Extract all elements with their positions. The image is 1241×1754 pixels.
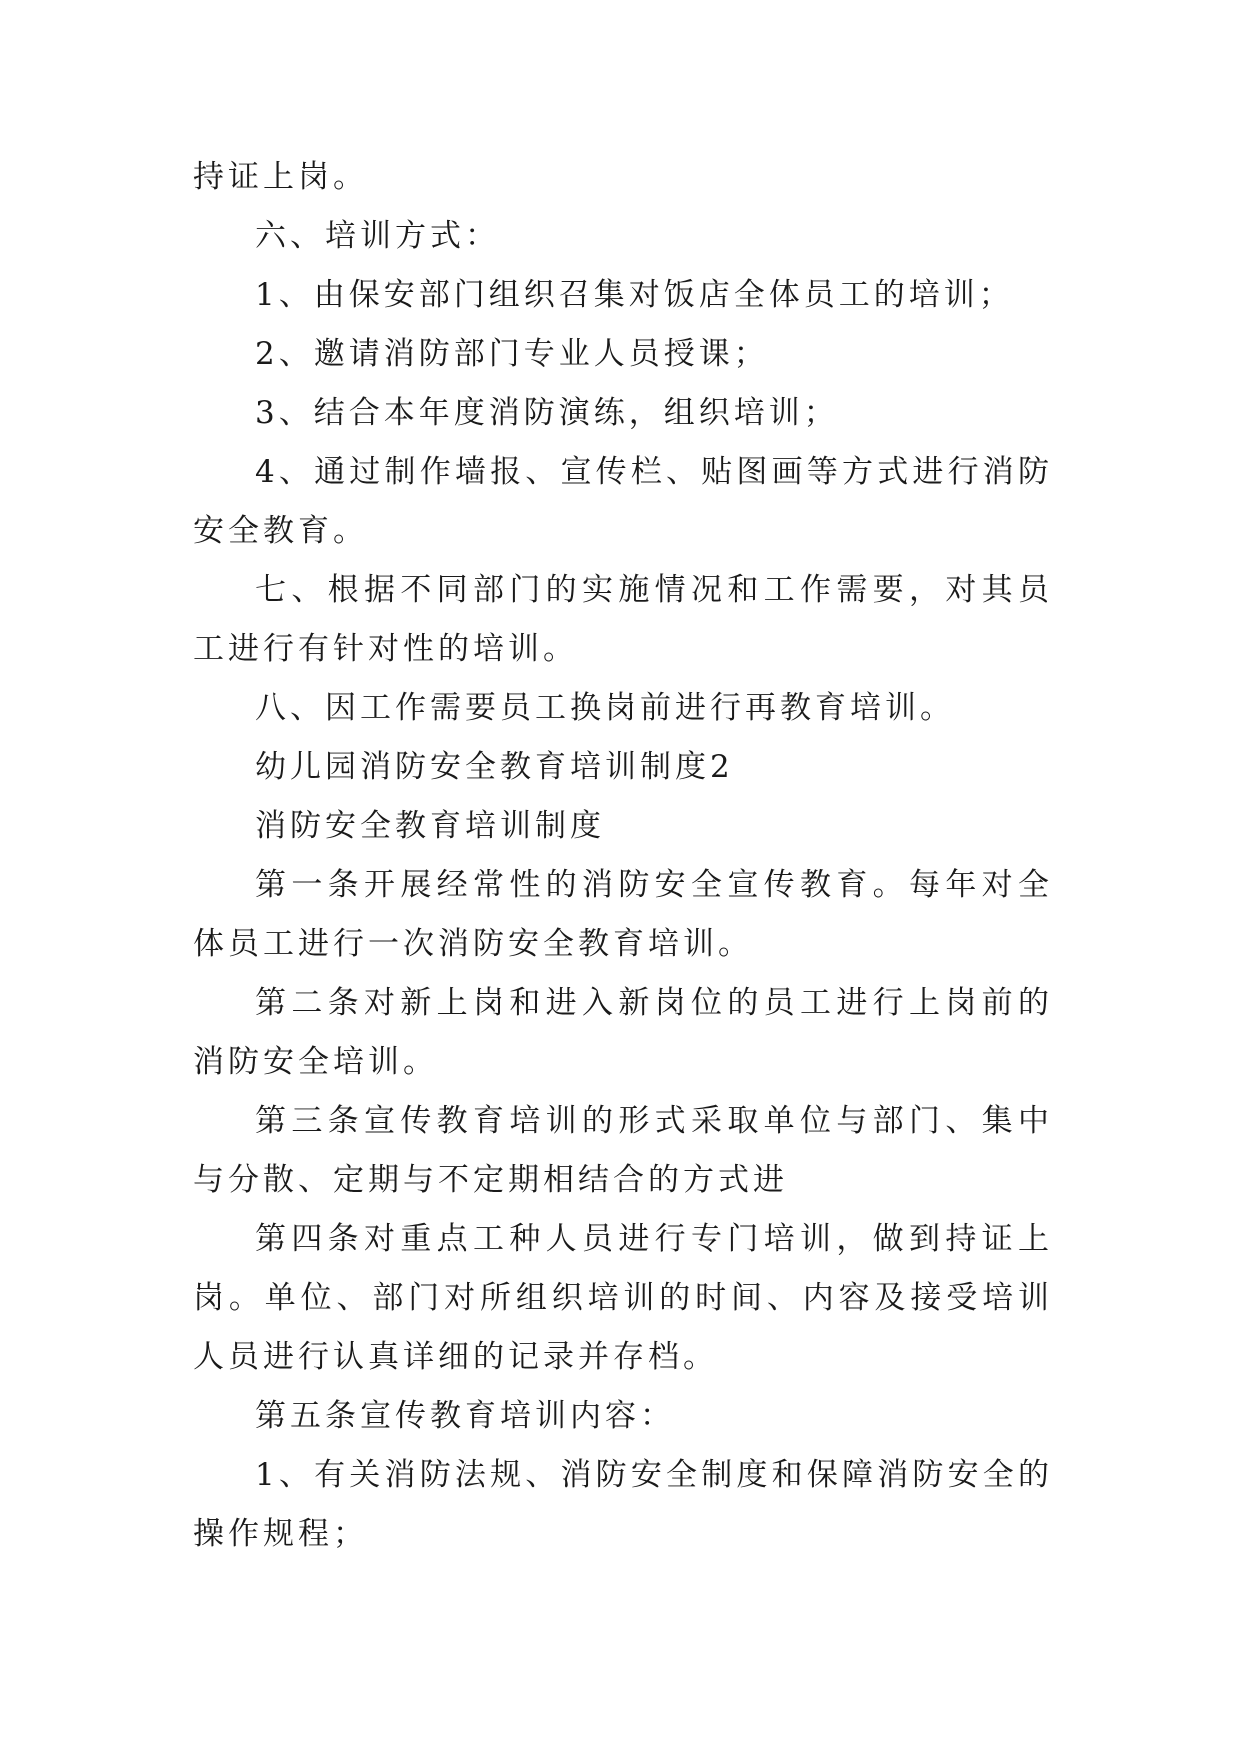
paragraph: 持证上岗。 [193,159,368,195]
paragraph: 4、通过制作墙报、宣传栏、贴图画等方式进行消防安全教育。 [193,454,1053,549]
paragraph: 幼儿园消防安全教育培训制度2 [255,749,734,785]
paragraph: 第五条宣传教育培训内容： [255,1398,675,1434]
paragraph: 七、根据不同部门的实施情况和工作需要，对其员工进行有针对性的培训。 [193,572,1053,667]
paragraph: 八、因工作需要员工换岗前进行再教育培训。 [255,690,955,726]
document-body [193,148,1053,1564]
paragraph: 第三条宣传教育培训的形式采取单位与部门、集中与分散、定期与不定期相结合的方式进 [193,1103,1053,1198]
paragraph: 六、培训方式： [255,218,500,254]
paragraph: 第二条对新上岗和进入新岗位的员工进行上岗前的消防安全培训。 [193,985,1053,1080]
paragraph: 1、由保安部门组织召集对饭店全体员工的培训； [255,277,1014,313]
paragraph: 第一条开展经常性的消防安全宣传教育。每年对全体员工进行一次消防安全教育培训。 [193,867,1053,962]
paragraph: 1、有关消防法规、消防安全制度和保障消防安全的操作规程； [193,1457,1053,1552]
paragraph: 2、邀请消防部门专业人员授课； [255,336,769,372]
paragraph: 3、结合本年度消防演练，组织培训； [255,395,839,431]
paragraph: 消防安全教育培训制度 [255,808,605,844]
paragraph: 第四条对重点工种人员进行专门培训，做到持证上岗。单位、部门对所组织培训的时间、内容及接受培训人员进行认真详细的记录并存档。 [193,1221,1053,1375]
